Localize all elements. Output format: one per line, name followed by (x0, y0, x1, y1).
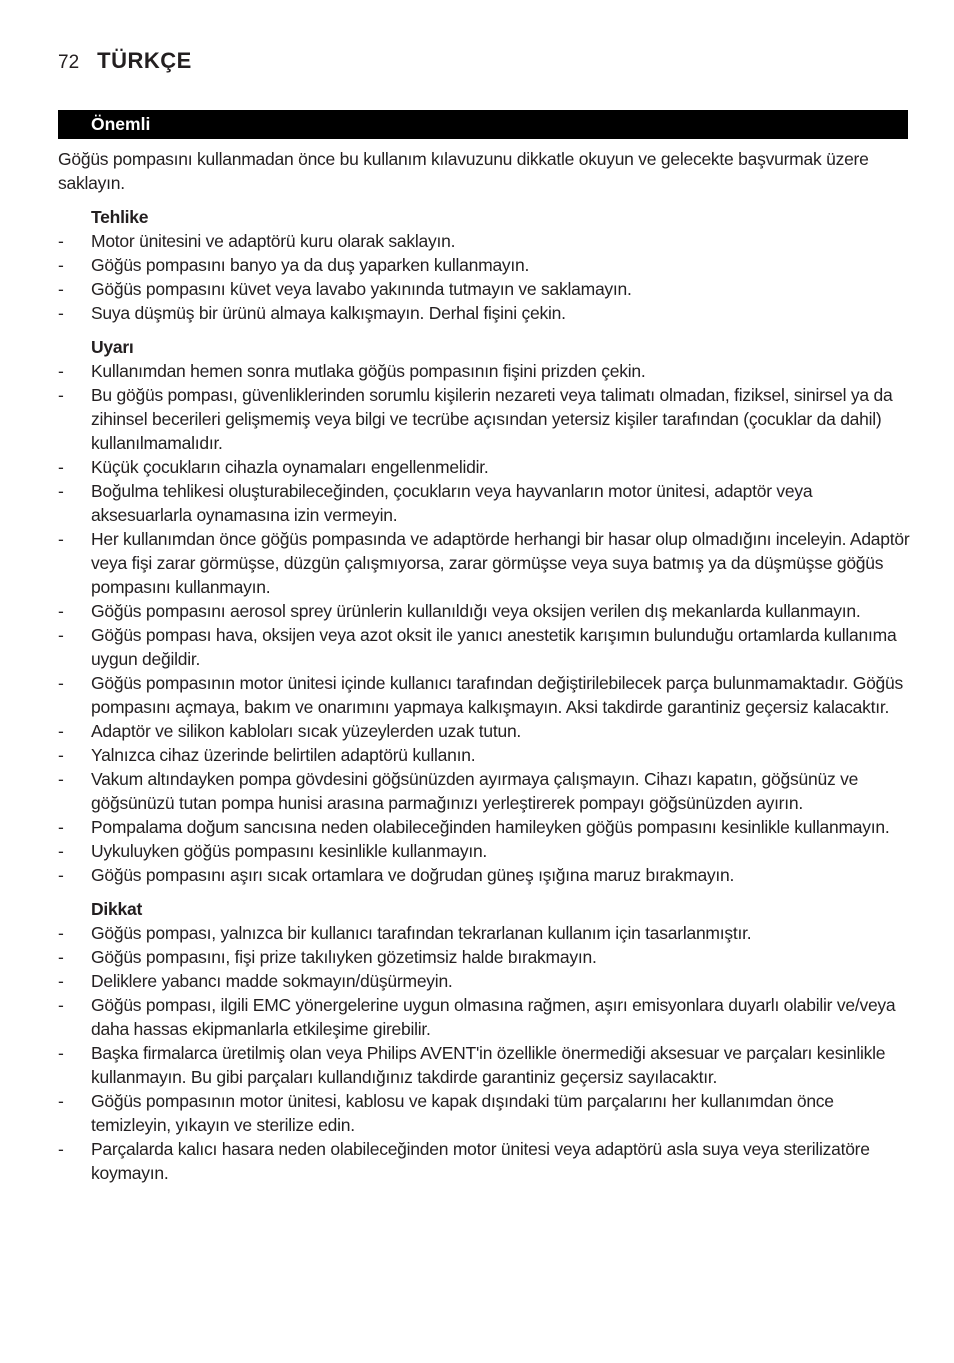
list-item (58, 623, 910, 671)
list-item-text: Bu göğüs pompası, güvenliklerinden sorumlu kişilerin nezareti veya talimatı olmadan, fiziksel, sinirsel ya da zihinsel becerileri gelişmemiş veya bilgi ve tecrübe açısından yetersiz kişiler tarafından (çocuklar da dahil) kullanılmamalıdır. (91, 385, 893, 453)
bullet-dash: - (58, 1043, 64, 1063)
list-item (58, 527, 910, 599)
list-item-text: Göğüs pompasını, fişi prize takılıyken gözetimsiz halde bırakmayın. (91, 947, 597, 967)
tehlike-heading: Tehlike (91, 207, 149, 227)
uyari-list (58, 359, 910, 887)
list-item-text: Başka firmalarca üretilmiş olan veya Philips AVENT'in özellikle önermediği aksesuar ve parçaları kesinlikle kullanmayın. Bu gibi parçaları kullandığınız takdirde garantiniz geçersiz sayılacaktır. (91, 1043, 886, 1087)
tehlike-list (58, 229, 910, 325)
bullet-dash: - (58, 457, 64, 477)
list-item (58, 479, 910, 527)
list-item-text: Her kullanımdan önce göğüs pompasında ve adaptörde herhangi bir hasar olup olmadığını inceleyin. Adaptör veya fişi zarar görmüşse, düzgün çalışmıyorsa, zarar görmüşse veya suya batmış ya da düşmüşse göğüs pompasını kullanmayın. (91, 529, 910, 597)
document-body (58, 147, 910, 1185)
list-item (58, 455, 910, 479)
bullet-dash: - (58, 841, 64, 861)
dikkat-list (58, 921, 910, 1185)
list-item-text: Adaptör ve silikon kabloları sıcak yüzeylerden uzak tutun. (91, 721, 522, 741)
bullet-dash: - (58, 865, 64, 885)
list-item (58, 1041, 910, 1089)
bullet-dash: - (58, 995, 64, 1015)
list-item-text: Vakum altındayken pompa gövdesini göğsünüzden ayırmaya çalışmayın. Cihazı kapatın, göğsünüz ve göğsünüzü tutan pompa hunisi arasına parmağınızı yerleştirerek pompayı göğsünüzden ayırın. (91, 769, 859, 813)
bullet-dash: - (58, 385, 64, 405)
section-title-bar: Önemli (58, 110, 908, 139)
list-item-text: Uykuluyken göğüs pompasını kesinlikle kullanmayın. (91, 841, 488, 861)
list-item (58, 1089, 910, 1137)
list-item (58, 863, 910, 887)
list-item (58, 993, 910, 1041)
list-item-text: Suya düşmüş bir ürünü almaya kalkışmayın. Derhal fişini çekin. (91, 303, 566, 323)
list-item (58, 839, 910, 863)
list-item (58, 743, 910, 767)
list-item (58, 277, 910, 301)
dikkat-heading: Dikkat (91, 899, 143, 919)
list-item-text: Göğüs pompasını banyo ya da duş yaparken kullanmayın. (91, 255, 530, 275)
bullet-dash: - (58, 625, 64, 645)
bullet-dash: - (58, 971, 64, 991)
bullet-dash: - (58, 231, 64, 251)
list-item-text: Yalnızca cihaz üzerinde belirtilen adaptörü kullanın. (91, 745, 476, 765)
list-item (58, 253, 910, 277)
list-item (58, 599, 910, 623)
bullet-dash: - (58, 303, 64, 323)
list-item (58, 359, 910, 383)
bullet-dash: - (58, 745, 64, 765)
list-item (58, 719, 910, 743)
bullet-dash: - (58, 529, 64, 549)
list-item (58, 921, 910, 945)
list-item (58, 815, 910, 839)
bullet-dash: - (58, 673, 64, 693)
list-item-text: Göğüs pompasını aşırı sıcak ortamlara ve doğrudan güneş ışığına maruz bırakmayın. (91, 865, 735, 885)
language-title: TÜRKÇE (97, 48, 192, 73)
bullet-dash: - (58, 721, 64, 741)
list-item-text: Boğulma tehlikesi oluşturabileceğinden, çocukların veya hayvanların motor ünitesi, adaptör veya aksesuarlarla oynamasına izin vermeyin. (91, 481, 813, 525)
list-item (58, 229, 910, 253)
bullet-dash: - (58, 1139, 64, 1159)
bullet-dash: - (58, 1091, 64, 1111)
page-number: 72 (58, 52, 80, 73)
list-item (58, 301, 910, 325)
list-item-text: Göğüs pompası, yalnızca bir kullanıcı tarafından tekrarlanan kullanım için tasarlanmıştır. (91, 923, 752, 943)
list-item (58, 945, 910, 969)
list-item-text: Pompalama doğum sancısına neden olabileceğinden hamileyken göğüs pompasını kesinlikle kullanmayın. (91, 817, 890, 837)
bullet-dash: - (58, 601, 64, 621)
list-item (58, 1137, 910, 1185)
list-item (58, 671, 910, 719)
list-item-text: Kullanımdan hemen sonra mutlaka göğüs pompasının fişini prizden çekin. (91, 361, 646, 381)
bullet-dash: - (58, 769, 64, 789)
bullet-dash: - (58, 279, 64, 299)
bullet-dash: - (58, 947, 64, 967)
list-item (58, 969, 910, 993)
list-item-text: Göğüs pompası hava, oksijen veya azot oksit ile yanıcı anestetik karışımın bulunduğu ortamlarda kullanıma uygun değildir. (91, 625, 897, 669)
uyari-heading: Uyarı (91, 337, 134, 357)
bullet-dash: - (58, 481, 64, 501)
intro-paragraph: Göğüs pompasını kullanmadan önce bu kullanım kılavuzunu dikkatle okuyun ve gelecekte başvurmak üzere saklayın. (58, 149, 869, 193)
bullet-dash: - (58, 923, 64, 943)
list-item-text: Göğüs pompasını aerosol sprey ürünlerin kullanıldığı veya oksijen verilen dış mekanlarda kullanmayın. (91, 601, 861, 621)
bullet-dash: - (58, 255, 64, 275)
list-item-text: Göğüs pompasının motor ünitesi, kablosu ve kapak dışındaki tüm parçalarını her kullanımdan önce temizleyin, yıkayın ve sterilize edin. (91, 1091, 834, 1135)
list-item-text: Küçük çocukların cihazla oynamaları engellenmelidir. (91, 457, 489, 477)
list-item-text: Parçalarda kalıcı hasara neden olabileceğinden motor ünitesi veya adaptörü asla suya veya sterilizatöre koymayın. (91, 1139, 870, 1183)
bullet-dash: - (58, 817, 64, 837)
list-item (58, 767, 910, 815)
page-header (58, 48, 192, 74)
list-item-text: Deliklere yabancı madde sokmayın/düşürmeyin. (91, 971, 453, 991)
list-item-text: Motor ünitesini ve adaptörü kuru olarak saklayın. (91, 231, 456, 251)
list-item (58, 383, 910, 455)
bullet-dash: - (58, 361, 64, 381)
list-item-text: Göğüs pompasının motor ünitesi içinde kullanıcı tarafından değiştirilebilecek parça bulunmamaktadır. Göğüs pompasını açmaya, bakım ve onarımını yapmaya kalkışmayın. Aksi takdirde garantiniz geçersiz kalacaktır. (91, 673, 904, 717)
list-item-text: Göğüs pompası, ilgili EMC yönergelerine uygun olmasına rağmen, aşırı emisyonlara duyarlı olabilir ve/veya daha hassas ekipmanlarla etkileşime girebilir. (91, 995, 896, 1039)
list-item-text: Göğüs pompasını küvet veya lavabo yakınında tutmayın ve saklamayın. (91, 279, 632, 299)
